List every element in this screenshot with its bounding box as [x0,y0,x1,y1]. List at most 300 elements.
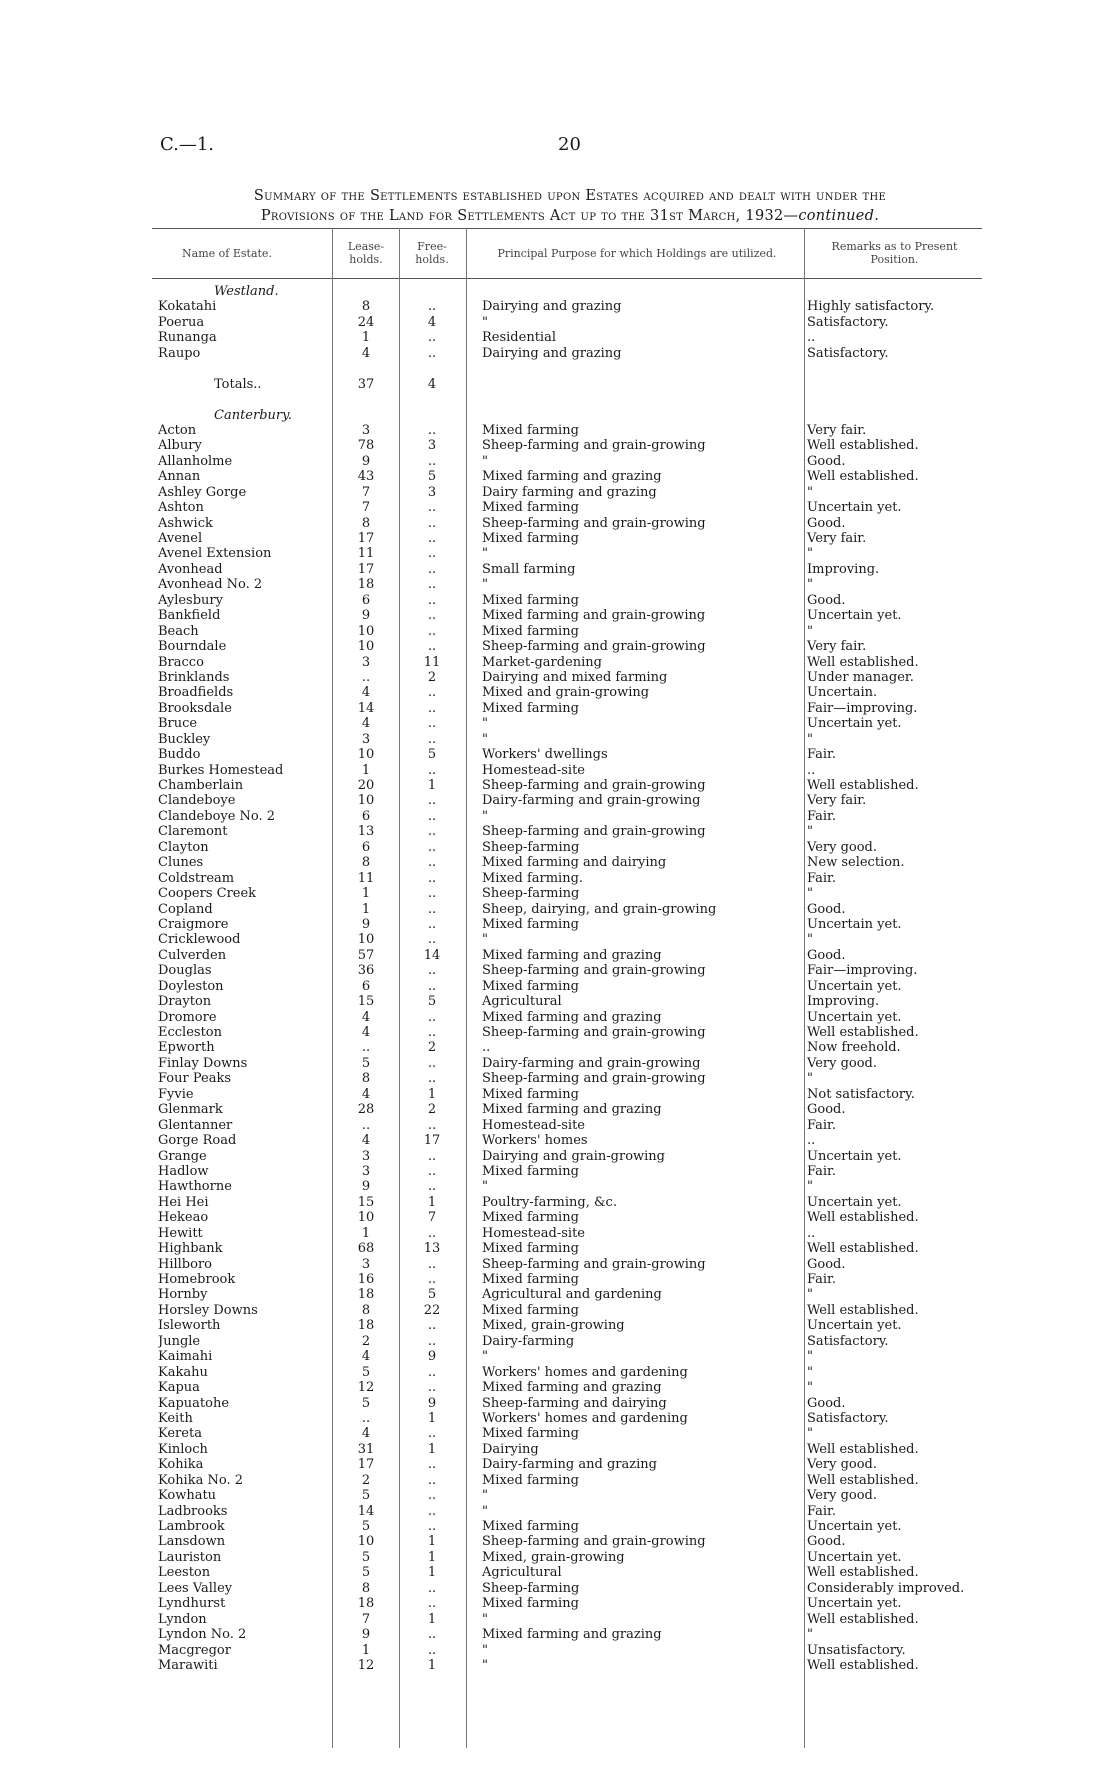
leaseholds-count: 3 [361,654,371,670]
freeholds-count: .. [427,531,437,546]
leaseholds-count: 17 [357,531,375,546]
estate-name: Avonhead [158,561,223,577]
leaseholds-count: 17 [357,561,375,577]
remarks: Under manager. [807,669,914,685]
principal-purpose: " [482,1179,488,1195]
estate-name: Horsley Downs [158,1302,258,1318]
table-row [152,1195,982,1210]
freeholds-count: .. [427,1055,437,1071]
estate-name: Bracco [158,654,204,670]
principal-purpose: Sheep-farming [482,839,580,855]
section-heading [152,408,982,423]
freeholds-count: .. [427,1272,437,1287]
freeholds-count: .. [427,963,437,979]
remarks: Well established. [807,1025,919,1040]
principal-purpose: " [482,453,488,469]
freeholds-count: .. [427,330,437,346]
remarks: Improving. [807,561,880,577]
table-row [152,1272,982,1287]
leaseholds-count: 2 [361,1333,371,1349]
table-row [152,1349,982,1364]
estate-name: Brinklands [158,669,230,685]
freeholds-count: .. [427,1318,437,1334]
principal-purpose: Mixed farming and grazing [482,1102,662,1118]
principal-purpose: Dairying and mixed farming [482,669,668,685]
section-label: Westland. [214,284,279,299]
freeholds-count: 9 [427,1395,437,1411]
table-row [152,1056,982,1071]
leaseholds-count: 11 [357,546,375,562]
leaseholds-count: .. [361,1117,371,1133]
freeholds-count: .. [427,1380,437,1396]
table-row [152,871,982,886]
remarks: Unsatisfactory. [807,1642,906,1658]
freeholds-count: .. [427,716,437,732]
estate-name: Burkes Homestead [158,762,284,778]
col-header-purpose: Principal Purpose for which Holdings are utilized. [497,246,777,260]
leaseholds-count: 6 [361,978,371,994]
remarks: Very good. [807,1457,878,1473]
principal-purpose: Market-gardening [482,654,602,670]
freeholds-count: .. [427,1426,437,1442]
freeholds-count: 13 [423,1241,441,1257]
leaseholds-count: 4 [361,685,371,701]
table-row [152,1133,982,1148]
remarks: Uncertain yet. [807,500,902,516]
estate-name: Culverden [158,947,227,963]
principal-purpose: Poultry-farming, &c. [482,1194,617,1210]
remarks: Well established. [807,1210,919,1226]
remarks: Uncertain yet. [807,1549,902,1565]
freeholds-count: .. [427,901,437,917]
estate-name: Finlay Downs [158,1055,248,1071]
principal-purpose: Mixed farming [482,531,579,546]
totals-row [152,377,982,392]
estate-name: Lyndon [158,1611,207,1627]
leaseholds-count: 3 [361,731,371,747]
principal-purpose: " [482,808,488,824]
remarks: Good. [807,1534,846,1550]
remarks: Good. [807,1256,846,1272]
estate-name: Hei Hei [158,1194,209,1210]
leaseholds-count: 15 [357,1194,375,1210]
remarks: Now freehold. [807,1040,901,1056]
principal-purpose: Sheep-farming and grain-growing [482,824,706,840]
remarks: " [807,824,813,840]
remarks: " [807,1426,813,1442]
table-row [152,1596,982,1611]
remarks: Well established. [807,654,919,670]
principal-purpose: Mixed, grain-growing [482,1549,625,1565]
table-row [152,1087,982,1102]
remarks: .. [807,1133,816,1149]
freeholds-count: .. [427,839,437,855]
table-row [152,1071,982,1086]
remarks: Good. [807,901,846,917]
table-row [152,1040,982,1055]
freeholds-count: .. [427,1009,437,1025]
estate-name: Four Peaks [158,1071,232,1087]
principal-purpose: Homestead-site [482,762,585,778]
table-row [152,1025,982,1040]
table-row [152,531,982,546]
principal-purpose: Dairying and grazing [482,299,622,315]
principal-purpose: " [482,932,488,948]
table-row [152,1658,982,1673]
estate-name: Macgregor [158,1642,231,1658]
estate-name: Leeston [158,1565,211,1581]
freeholds-count: 1 [427,1534,437,1550]
freeholds-count: 5 [427,1287,437,1303]
principal-purpose: " [482,314,488,330]
principal-purpose: " [482,546,488,562]
estate-name: Kapua [158,1380,200,1396]
remarks: Uncertain yet. [807,1148,902,1164]
leaseholds-count: 15 [357,994,375,1010]
estate-name: Clandeboye [158,793,236,809]
leaseholds-count: 9 [361,453,371,469]
remarks: Satisfactory. [807,1410,889,1426]
principal-purpose: Dairy-farming and grain-growing [482,793,701,809]
principal-purpose: Dairy-farming [482,1333,575,1349]
principal-purpose: Mixed farming [482,1519,579,1534]
freeholds-count: 1 [427,778,437,793]
remarks: Uncertain yet. [807,1519,902,1534]
leaseholds-count: 5 [361,1549,371,1565]
table-row [152,1504,982,1519]
leaseholds-count: 5 [361,1488,371,1504]
estate-name: Douglas [158,963,212,979]
estate-name: Raupo [158,345,201,361]
remarks: Fair—improving. [807,700,918,716]
leaseholds-count: 3 [361,1148,371,1164]
estate-name: Hewitt [158,1225,203,1241]
leaseholds-count: 4 [361,1025,371,1040]
estate-name: Kereta [158,1426,202,1442]
table-row [152,716,982,731]
title-continued: continued. [798,208,880,224]
remarks: Fair—improving. [807,963,918,979]
freeholds-count: .. [427,639,437,655]
header-rule [152,278,982,279]
remarks: Satisfactory. [807,345,889,361]
leaseholds-count: 68 [357,1241,375,1257]
freeholds-count: .. [427,808,437,824]
principal-purpose: Mixed farming [482,500,579,516]
principal-purpose: Dairying and grazing [482,345,622,361]
leaseholds-count: 16 [357,1272,375,1287]
freeholds-count: .. [427,1256,437,1272]
freeholds-count: 17 [423,1133,441,1149]
table-row [152,315,982,330]
freeholds-count: .. [427,793,437,809]
remarks: Uncertain yet. [807,916,902,932]
leaseholds-count: 78 [357,438,375,454]
estate-name: Kohika No. 2 [158,1472,243,1488]
estate-name: Doyleston [158,978,224,994]
estate-name: Clunes [158,855,204,871]
principal-purpose: Mixed farming and grazing [482,947,662,963]
principal-purpose: Mixed farming and grazing [482,1380,662,1396]
leaseholds-count: 9 [361,1179,371,1195]
totals-label: Totals.. [214,376,262,392]
leaseholds-count: 6 [361,839,371,855]
estate-name: Allanholme [158,453,233,469]
remarks: Uncertain. [807,685,878,701]
leaseholds-count: 10 [357,623,375,639]
estate-name: Ashton [158,500,204,516]
freeholds-total: 4 [427,376,437,392]
table-row [152,886,982,901]
table-row [152,701,982,716]
section-label: Canterbury. [214,407,292,423]
leaseholds-count: 10 [357,793,375,809]
principal-purpose: Mixed farming [482,1596,579,1612]
table-row [152,685,982,700]
estate-name: Acton [158,422,197,438]
estate-name: Dromore [158,1009,217,1025]
estate-name: Kokatahi [158,299,217,315]
col-header-name: Name of Estate. [182,246,272,260]
table-row [152,655,982,670]
table-row [152,793,982,808]
leaseholds-count: 7 [361,1611,371,1627]
estate-name: Lambrook [158,1519,225,1534]
table-row [152,1612,982,1627]
table-row [152,1643,982,1658]
leaseholds-count: .. [361,669,371,685]
remarks: Very good. [807,839,878,855]
leaseholds-count: 1 [361,1642,371,1658]
table-row [152,1442,982,1457]
estate-name: Lees Valley [158,1580,233,1596]
freeholds-count: 1 [427,1441,437,1457]
freeholds-count: .. [427,608,437,624]
freeholds-count: .. [427,1596,437,1612]
table-row [152,346,982,361]
estate-name: Ashwick [158,515,213,531]
leaseholds-count: 4 [361,1426,371,1442]
principal-purpose: " [482,1488,488,1504]
principal-purpose: Sheep-farming [482,886,580,902]
principal-purpose: Agricultural [482,1565,562,1581]
estate-name: Marawiti [158,1657,218,1673]
estate-name: Craigmore [158,916,229,932]
principal-purpose: Mixed farming [482,623,579,639]
table-row [152,1627,982,1642]
table-row [152,1411,982,1426]
remarks: Very fair. [807,639,867,655]
remarks: Well established. [807,1611,919,1627]
remarks: Well established. [807,469,919,485]
leaseholds-count: 24 [357,314,375,330]
estate-name: Grange [158,1148,207,1164]
estate-name: Coopers Creek [158,886,257,902]
table-row [152,438,982,453]
remarks: Very good. [807,1488,878,1504]
estate-name: Brooksdale [158,700,232,716]
freeholds-count: 4 [427,314,437,330]
freeholds-count: 5 [427,747,437,763]
leaseholds-count: 10 [357,1210,375,1226]
freeholds-count: .. [427,515,437,531]
freeholds-count: 5 [427,994,437,1010]
principal-purpose: Mixed farming [482,422,579,438]
table-row [152,994,982,1009]
leaseholds-count: 6 [361,808,371,824]
estate-name: Fyvie [158,1086,194,1102]
remarks: Considerably improved. [807,1580,965,1596]
freeholds-count: .. [427,1580,437,1596]
estate-name: Lauriston [158,1549,222,1565]
remarks: " [807,546,813,562]
estate-name: Bourndale [158,639,227,655]
freeholds-count: .. [427,886,437,902]
freeholds-count: .. [427,592,437,608]
remarks: Well established. [807,1441,919,1457]
remarks: Good. [807,1102,846,1118]
freeholds-count: .. [427,700,437,716]
table-row [152,1149,982,1164]
leaseholds-count: 8 [361,515,371,531]
table-row [152,732,982,747]
remarks: Well established. [807,1565,919,1581]
table-row [152,1380,982,1395]
principal-purpose: " [482,731,488,747]
table-row [152,855,982,870]
principal-purpose: Sheep-farming and grain-growing [482,1071,706,1087]
leaseholds-count: 7 [361,484,371,500]
remarks: Fair. [807,747,836,763]
remarks: Well established. [807,1302,919,1318]
freeholds-count: .. [427,623,437,639]
document-ref: C.—1. [160,134,215,155]
remarks: Fair. [807,1117,836,1133]
freeholds-count: 11 [423,654,441,670]
table-body [152,284,982,1673]
remarks: Satisfactory. [807,1333,889,1349]
leaseholds-count: 36 [357,963,375,979]
table-row [152,670,982,685]
principal-purpose: Mixed farming and grazing [482,469,662,485]
principal-purpose: " [482,1642,488,1658]
estate-name: Eccleston [158,1025,222,1040]
table-row [152,1318,982,1333]
table-row [152,763,982,778]
remarks: Very fair. [807,422,867,438]
principal-purpose: Mixed farming [482,1272,579,1287]
remarks: Very fair. [807,793,867,809]
estate-name: Highbank [158,1241,223,1257]
remarks: " [807,1179,813,1195]
freeholds-count: .. [427,1364,437,1380]
table-row [152,546,982,561]
leaseholds-count: 14 [357,1503,375,1519]
remarks: Uncertain yet. [807,716,902,732]
table-row [152,423,982,438]
principal-purpose: Mixed farming and grazing [482,1627,662,1643]
freeholds-count: .. [427,685,437,701]
leaseholds-count: 18 [357,577,375,593]
table-row [152,1303,982,1318]
estate-name: Hillboro [158,1256,212,1272]
remarks: " [807,1287,813,1303]
remarks: Satisfactory. [807,314,889,330]
leaseholds-count: 4 [361,1349,371,1365]
leaseholds-count: 17 [357,1457,375,1473]
page-number: 20 [558,134,581,155]
table-row [152,1396,982,1411]
remarks: Improving. [807,994,880,1010]
remarks: Highly satisfactory. [807,299,935,315]
table-title [150,186,990,226]
table-row [152,500,982,515]
principal-purpose: Sheep-farming and grain-growing [482,1025,706,1040]
principal-purpose: Mixed farming [482,1302,579,1318]
remarks: Well established. [807,1657,919,1673]
col-header-remarks: Remarks as to Present Position. [831,240,958,266]
principal-purpose: " [482,716,488,732]
principal-purpose: Sheep-farming and grain-growing [482,515,706,531]
principal-purpose: Sheep-farming [482,1580,580,1596]
freeholds-count: .. [427,1519,437,1534]
principal-purpose: Agricultural and gardening [482,1287,662,1303]
estate-name: Gorge Road [158,1133,237,1149]
remarks: " [807,1627,813,1643]
remarks: " [807,623,813,639]
remarks: " [807,1071,813,1087]
remarks: Uncertain yet. [807,608,902,624]
table-row [152,809,982,824]
principal-purpose: Sheep-farming and dairying [482,1395,667,1411]
leaseholds-count: 28 [357,1102,375,1118]
principal-purpose: Workers' homes and gardening [482,1410,688,1426]
leaseholds-count: 11 [357,870,375,886]
freeholds-count: 1 [427,1549,437,1565]
principal-purpose: Dairy farming and grazing [482,484,657,500]
leaseholds-total: 37 [357,376,375,392]
spacer-row [152,361,982,376]
principal-purpose: " [482,577,488,593]
principal-purpose: Dairy-farming and grazing [482,1457,657,1473]
freeholds-count: .. [427,577,437,593]
table-row [152,624,982,639]
estate-name: Glentanner [158,1117,233,1133]
principal-purpose: Mixed farming [482,916,579,932]
table-row [152,917,982,932]
estate-name: Kowhatu [158,1488,217,1504]
leaseholds-count: 12 [357,1657,375,1673]
table-row [152,840,982,855]
freeholds-count: .. [427,546,437,562]
estate-name: Chamberlain [158,778,244,793]
principal-purpose: Mixed farming [482,1210,579,1226]
principal-purpose: Sheep-farming and grain-growing [482,778,706,793]
estate-name: Ladbrooks [158,1503,228,1519]
freeholds-count: .. [427,1627,437,1643]
remarks: Fair. [807,808,836,824]
principal-purpose: Sheep-farming and grain-growing [482,1534,706,1550]
estate-name: Clayton [158,839,209,855]
leaseholds-count: 9 [361,916,371,932]
leaseholds-count: 1 [361,762,371,778]
principal-purpose: Sheep, dairying, and grain-growing [482,901,717,917]
estate-name: Bankfield [158,608,221,624]
leaseholds-count: 5 [361,1055,371,1071]
principal-purpose: " [482,1349,488,1365]
table-row [152,1210,982,1225]
table-row [152,454,982,469]
